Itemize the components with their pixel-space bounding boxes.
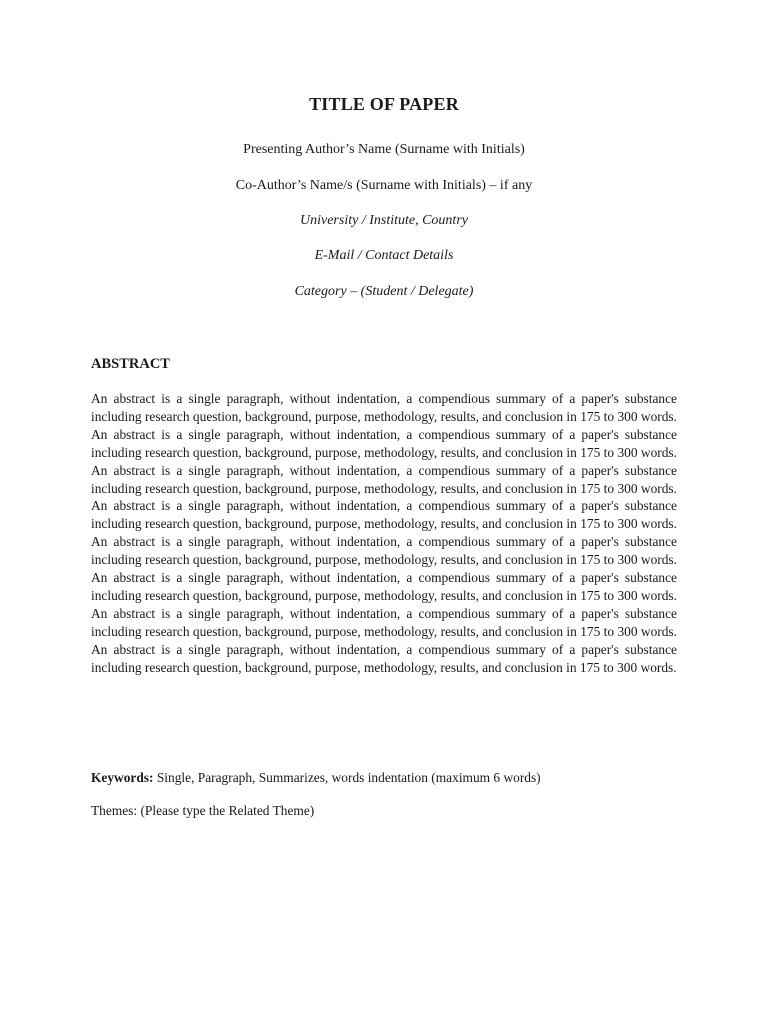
- keywords-label: Keywords:: [91, 770, 154, 785]
- email-line: E-Mail / Contact Details: [314, 248, 454, 263]
- paper-title: TITLE OF PAPER: [309, 94, 459, 114]
- themes-line: Themes: (Please type the Related Theme): [91, 803, 315, 818]
- coauthor-line: Co-Author’s Name/s (Surname with Initials) – if any: [235, 178, 533, 193]
- abstract-body: An abstract is a single paragraph, without indentation, a compendious summary of a paper's substance including research question, background, purpose, methodology, results, and conclusion in 175 to 300 words. An abstract is a single paragraph, without indentation, a compendious summary of a paper's substance including research question, background, purpose, methodology, results, and conclusion in 175 to 300 words. An abstract is a single paragraph, without indentation, a compendious summary of a paper's substance including research question, background, purpose, methodology, results, and conclusion in 175 to 300 words. An abstract is a single paragraph, without indentation, a compendious summary of a paper's substance including research question, background, purpose, methodology, results, and conclusion in 175 to 300 words. An abstract is a single paragraph, without indentation, a compendious summary of a paper's substance including research question, background, purpose, methodology, results, and conclusion in 175 to 300 words. An abstract is a single paragraph, without indentation, a compendious summary of a paper's substance including research question, background, purpose, methodology, results, and conclusion in 175 to 300 words. An abstract is a single paragraph, without indentation, a compendious summary of a paper's substance including research question, background, purpose, methodology, results, and conclusion in 175 to 300 words. An abstract is a single paragraph, without indentation, a compendious summary of a paper's substance including research question, background, purpose, methodology, results, and conclusion in 175 to 300 words.: [91, 391, 677, 675]
- category-line: Category – (Student / Delegate): [294, 284, 474, 299]
- keywords-line: [91, 770, 691, 786]
- keywords-text: Single, Paragraph, Summarizes, words indentation (maximum 6 words): [156, 770, 541, 785]
- presenting-author-line: Presenting Author’s Name (Surname with Initials): [243, 142, 525, 157]
- university-line: University / Institute, Country: [300, 213, 468, 228]
- abstract-heading: ABSTRACT: [91, 356, 170, 372]
